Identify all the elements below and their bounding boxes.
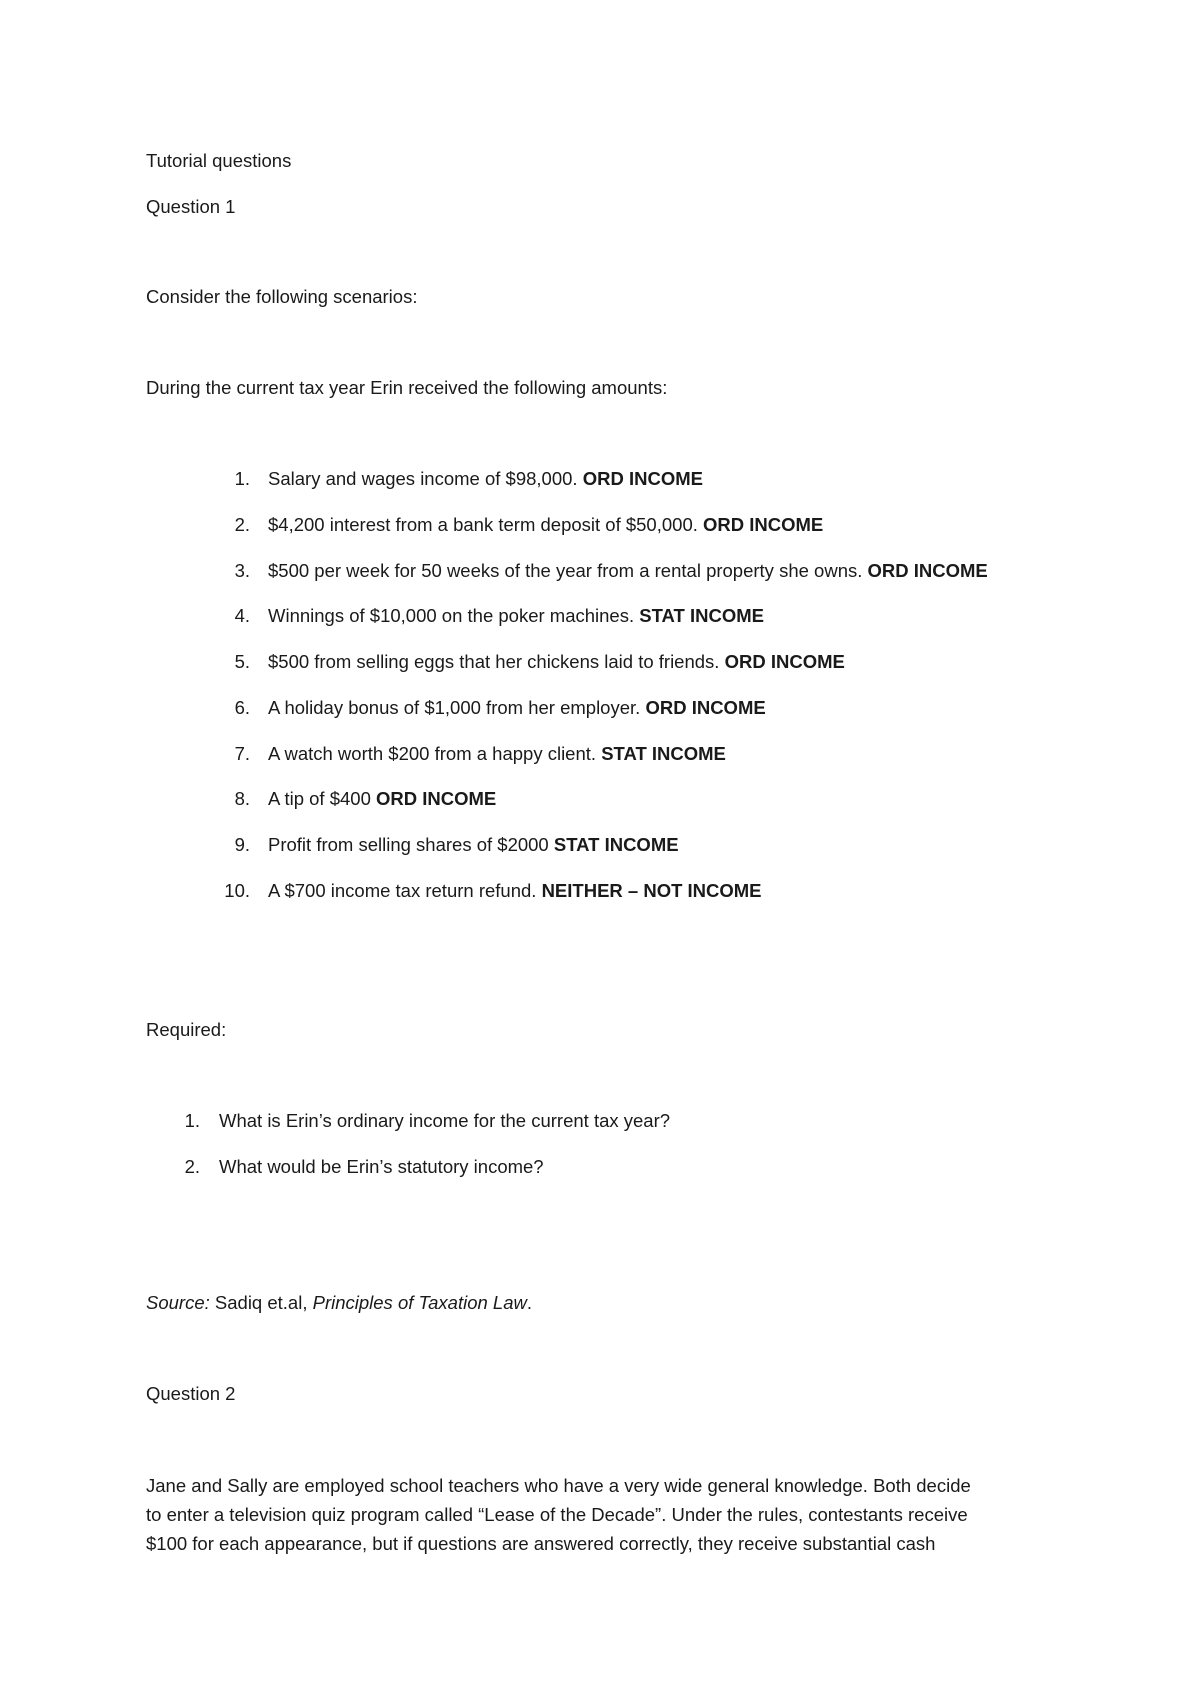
list-item-number: 7. (234, 743, 250, 764)
list-item-text: A $700 income tax return refund. (268, 880, 542, 901)
income-tag: STAT INCOME (601, 743, 726, 764)
paragraph-line: $100 for each appearance, but if questions are answered correctly, they receive substantial cash (146, 1533, 936, 1554)
paragraph-line: to enter a television quiz program called “Lease of the Decade”. Under the rules, contestants receive (146, 1504, 968, 1525)
list-item-number: 2. (234, 514, 250, 535)
list-item-number: 5. (234, 651, 250, 672)
source-label: Source: (146, 1292, 210, 1313)
required-label: Required: (146, 1019, 227, 1040)
income-tag: ORD INCOME (645, 697, 766, 718)
question-1-intro: Consider the following scenarios: (146, 286, 418, 307)
list-item-text: What is Erin’s ordinary income for the current tax year? (219, 1110, 671, 1131)
list-item-text: A tip of $400 (268, 788, 377, 809)
question-2-title: Question 2 (146, 1383, 236, 1404)
income-tag: STAT INCOME (639, 605, 764, 626)
list-item-number: 10. (224, 880, 250, 901)
income-tag: ORD INCOME (376, 788, 497, 809)
source-author: Sadiq et.al, (209, 1292, 313, 1313)
list-item-text: Salary and wages income of $98,000. (268, 468, 583, 489)
list-item-number: 8. (234, 788, 250, 809)
income-tag: ORD INCOME (582, 468, 703, 489)
list-item-number: 2. (184, 1156, 200, 1177)
question-1-title: Question 1 (146, 196, 236, 217)
list-item-text: What would be Erin’s statutory income? (219, 1156, 544, 1177)
list-item-number: 3. (234, 560, 250, 581)
list-item-text: Winnings of $10,000 on the poker machines. (268, 605, 640, 626)
question-2-paragraph (146, 1471, 1066, 1558)
income-tag: NEITHER – NOT INCOME (541, 880, 762, 901)
list-item-number: 6. (234, 697, 250, 718)
list-item-text: $500 from selling eggs that her chickens laid to friends. (268, 651, 725, 672)
list-item-text: A holiday bonus of $1,000 from her employer. (268, 697, 646, 718)
income-tag: STAT INCOME (553, 834, 679, 855)
source-end: . (526, 1292, 532, 1313)
list-item-number: 4. (234, 605, 250, 626)
list-item-number: 1. (234, 468, 250, 489)
source-citation (146, 1291, 532, 1315)
question-1-lead: During the current tax year Erin received the following amounts: (146, 377, 668, 398)
income-tag: ORD INCOME (867, 560, 988, 581)
list-item-text: Profit from selling shares of $2000 (268, 834, 554, 855)
source-book: Principles of Taxation Law (312, 1292, 527, 1313)
income-tag: ORD INCOME (703, 514, 824, 535)
list-item-number: 1. (184, 1110, 200, 1131)
paragraph-line: Jane and Sally are employed school teachers who have a very wide general knowledge. Both decide (146, 1475, 971, 1496)
list-item-number: 9. (234, 834, 250, 855)
page-heading: Tutorial questions (146, 150, 292, 171)
list-item-text: $500 per week for 50 weeks of the year from a rental property she owns. (268, 560, 868, 581)
list-item-text: A watch worth $200 from a happy client. (268, 743, 602, 764)
list-item-text: $4,200 interest from a bank term deposit of $50,000. (268, 514, 704, 535)
income-tag: ORD INCOME (724, 651, 845, 672)
